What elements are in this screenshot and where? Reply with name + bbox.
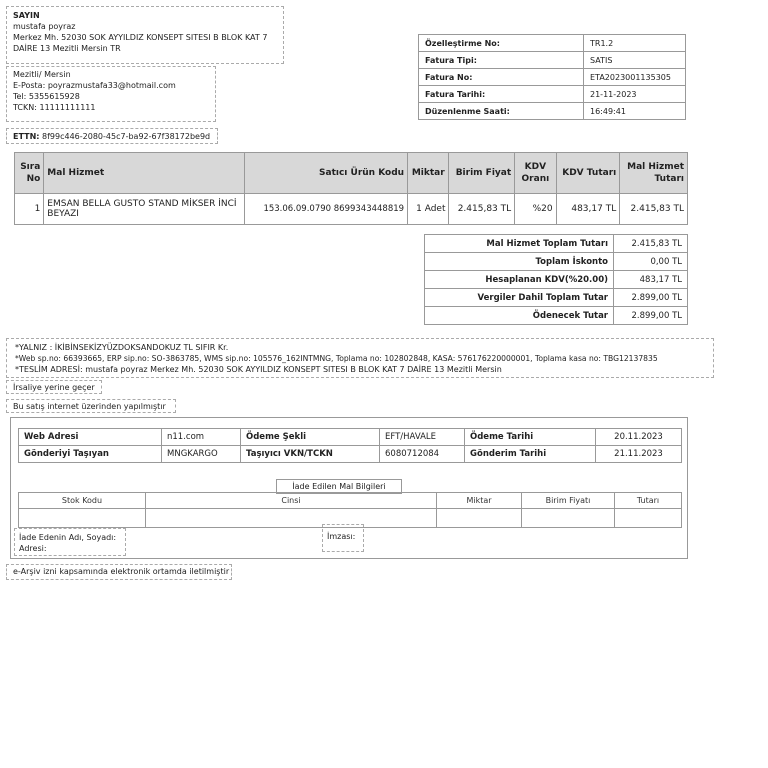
shipping-label: Taşıyıcı VKN/TCKN [241,446,380,463]
table-row [15,194,688,225]
buyer-city: Mezitli/ Mersin [13,70,71,79]
notes-block [6,338,714,378]
returned-items-header [19,493,682,509]
shipping-row [19,429,682,446]
shipping-row [19,446,682,463]
total-label: Ödenecek Tutar [425,307,614,325]
col-header: Cinsi [146,493,437,509]
cell-total: 2.415,83 TL [620,194,688,225]
col-header: Mal Hizmet Tutarı [620,153,688,194]
returner-signature-label: İmzası: [322,524,364,552]
total-value: 2.899,00 TL [614,307,688,325]
returned-items-title: İade Edilen Mal Bilgileri [276,479,402,494]
shipping-value: 21.11.2023 [596,446,682,463]
col-header: KDV Tutarı [556,153,620,194]
shipping-value: MNGKARGO [162,446,241,463]
col-header: Mal Hizmet [44,153,245,194]
empty-cell [146,509,437,528]
empty-cell [615,509,682,528]
info-row [419,52,686,69]
returner-name-address-label: İade Edenin Adı, Soyadı: Adresi: [14,528,126,556]
info-label: Düzenlenme Saati: [419,103,584,120]
cell-vat-amount: 483,17 TL [556,194,620,225]
info-value: 21-11-2023 [584,86,686,103]
info-row [419,103,686,120]
buyer-title: SAYIN [13,11,40,20]
buyer-block [6,6,284,64]
cell-item: EMSAN BELLA GUSTO STAND MİKSER İNCİ BEYAZI [44,194,245,225]
info-row [419,35,686,52]
cell-code: 153.06.09.0790 8699343448819 [245,194,408,225]
totals-row [425,271,688,289]
note-amount-in-words: *YALNIZ : İKİBİNSEKİZYÜZDOKSANDOKUZ TL SIFIR Kr. [15,343,229,352]
shipping-label: Ödeme Şekli [241,429,380,446]
info-row [419,69,686,86]
col-header: Tutarı [615,493,682,509]
note-delivery-address: *TESLİM ADRESİ: mustafa poyraz Merkez Mh. 52030 SOK AYYILDIZ KONSEPT SITESI B BLOK KAT 7 DAİRE 13 Mezitli Mersin [15,365,502,374]
cell-qty: 1 Adet [408,194,449,225]
info-label: Fatura No: [419,69,584,86]
info-label: Fatura Tarihi: [419,86,584,103]
buyer-name: mustafa poyraz [13,22,76,31]
cell-no: 1 [15,194,44,225]
info-value: ETA2023001135305 [584,69,686,86]
line-items-header [15,153,688,194]
shipping-label: Ödeme Tarihi [465,429,596,446]
col-header: Miktar [437,493,522,509]
empty-cell [19,509,146,528]
total-value: 2.899,00 TL [614,289,688,307]
col-header: Sıra No [15,153,44,194]
shipping-value: 20.11.2023 [596,429,682,446]
note-order-numbers: *Web sp.no: 66393665, ERP sip.no: SO-3863785, WMS sip.no: 105576_162INTMNG, Toplama no: 102802848, KASA: 576176220000001, Toplama kasa no: TBG12137835 [15,354,658,363]
total-label: Mal Hizmet Toplam Tutarı [425,235,614,253]
shipping-value: n11.com [162,429,241,446]
total-label: Toplam İskonto [425,253,614,271]
col-header: Birim Fiyatı [522,493,615,509]
col-header: KDV Oranı [515,153,556,194]
totals-table [424,234,688,325]
shipping-label: Web Adresi [19,429,162,446]
buyer-email: E-Posta: poyrazmustafa33@hotmail.com [13,81,176,90]
total-value: 2.415,83 TL [614,235,688,253]
irsaliye-note: İrsaliye yerine geçer [6,380,102,394]
buyer-phone: Tel: 5355615928 [13,92,80,101]
col-header: Satıcı Ürün Kodu [245,153,408,194]
info-value: 16:49:41 [584,103,686,120]
info-value: TR1.2 [584,35,686,52]
buyer-address-line2: DAİRE 13 Mezitli Mersin TR [13,44,121,53]
col-header: Stok Kodu [19,493,146,509]
totals-row [425,235,688,253]
info-label: Özelleştirme No: [419,35,584,52]
buyer-tckn: TCKN: 11111111111 [13,103,96,112]
info-value: SATIS [584,52,686,69]
cell-unit-price: 2.415,83 TL [449,194,515,225]
shipping-value: EFT/HAVALE [380,429,465,446]
totals-row [425,289,688,307]
total-value: 0,00 TL [614,253,688,271]
internet-sale-note: Bu satış internet üzerinden yapılmıştır [6,399,176,413]
shipping-table [18,428,682,463]
buyer-contact-block [6,66,216,122]
invoice-info-table [418,34,686,120]
totals-row [425,253,688,271]
empty-cell [437,509,522,528]
totals-row [425,307,688,325]
total-value: 483,17 TL [614,271,688,289]
col-header: Miktar [408,153,449,194]
total-label: Hesaplanan KDV(%20.00) [425,271,614,289]
cell-vat-rate: %20 [515,194,556,225]
col-header: Birim Fiyat [449,153,515,194]
line-items-table [14,152,688,225]
total-label: Vergiler Dahil Toplam Tutar [425,289,614,307]
returned-items-table [18,492,682,528]
ettn-value: 8f99c446-2080-45c7-ba92-67f38172be9d [42,132,211,141]
shipping-label: Gönderiyi Taşıyan [19,446,162,463]
shipping-value: 6080712084 [380,446,465,463]
empty-cell [522,509,615,528]
ettn-line [6,128,218,144]
info-label: Fatura Tipi: [419,52,584,69]
info-row [419,86,686,103]
shipping-label: Gönderim Tarihi [465,446,596,463]
ettn-label: ETTN: [13,132,40,141]
buyer-address-line1: Merkez Mh. 52030 SOK AYYILDIZ KONSEPT SITESI B BLOK KAT 7 [13,33,268,42]
e-archive-note: e-Arşiv izni kapsamında elektronik ortamda iletilmiştir [6,564,232,580]
